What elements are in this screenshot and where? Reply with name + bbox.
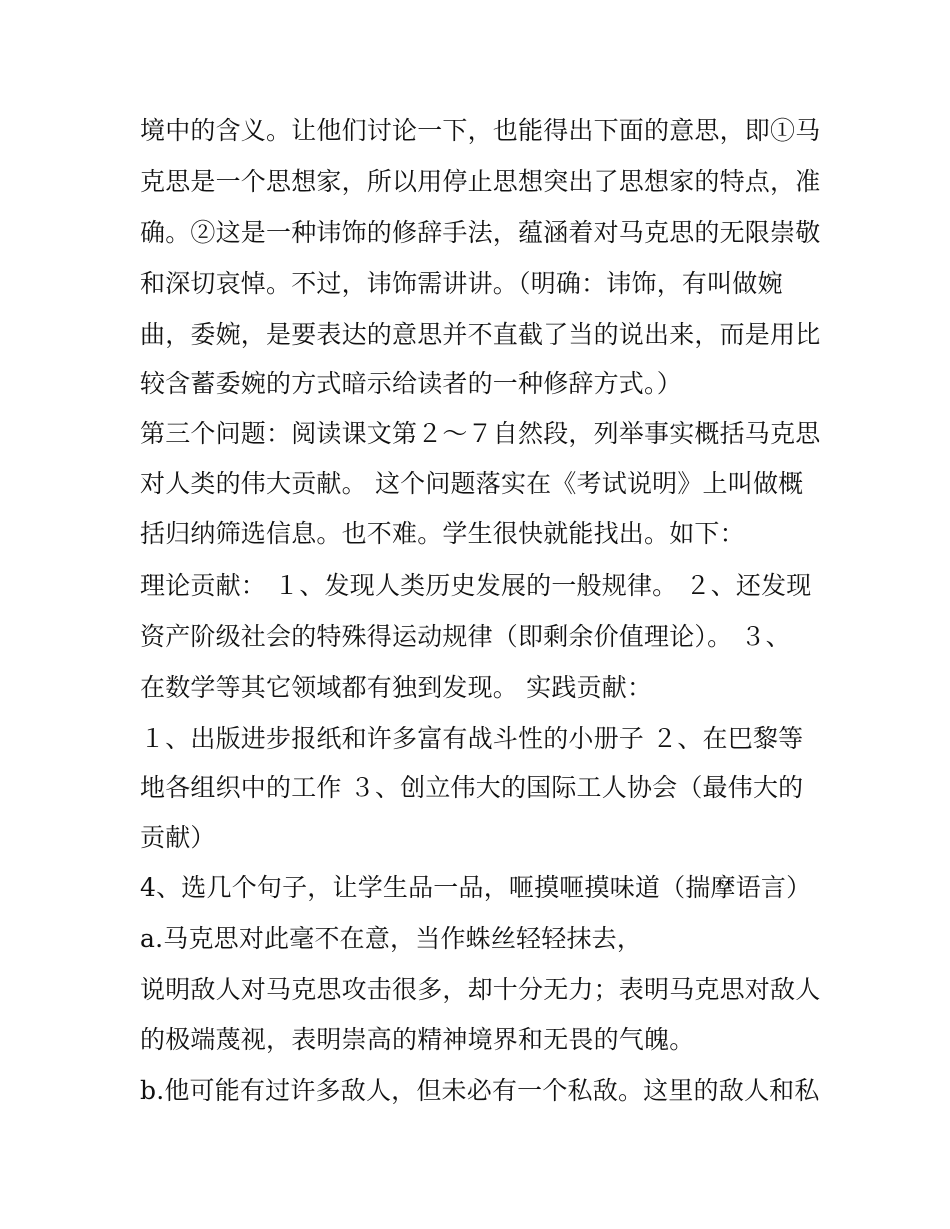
- text-line: 较含蓄委婉的方式暗示给读者的一种修辞方式。）: [140, 369, 682, 398]
- text-line: 对人类的伟大贡献。 这个问题落实在《考试说明》上叫做概: [140, 469, 804, 498]
- text-line: 境中的含义。让他们讨论一下，也能得出下面的意思，即①马: [140, 116, 820, 145]
- text-line: 贡献）: [140, 823, 216, 852]
- text-line: 曲，委婉，是要表达的意思并不直截了当的说出来，而是用比: [140, 320, 820, 349]
- text-line: 在数学等其它领域都有独到发现。 实践贡献：: [140, 673, 653, 702]
- text-line: b.他可能有过许多敌人，但未必有一个私敌。这里的敌人和私: [140, 1076, 820, 1105]
- text-line: １、出版进步报纸和许多富有战斗性的小册子 ２、在巴黎等: [140, 724, 804, 753]
- text-line: 资产阶级社会的特殊得运动规律（即剩余价值理论）。 ３、: [140, 622, 791, 651]
- text-line: 克思是一个思想家，所以用停止思想突出了思想家的特点，准: [140, 167, 820, 196]
- text-line: 4、选几个句子，让学生品一品，咂摸咂摸味道（揣摩语言）: [140, 873, 812, 902]
- text-line: 括归纳筛选信息。也不难。学生很快就能找出。如下：: [140, 519, 745, 548]
- text-line: a.马克思对此毫不在意，当作蛛丝轻轻抹去，: [140, 924, 643, 953]
- text-line: 和深切哀悼。不过，讳饰需讲讲。（明确：讳饰，有叫做婉: [140, 269, 783, 298]
- text-line: 地各组织中的工作 ３、创立伟大的国际工人协会（最伟大的: [140, 773, 804, 802]
- text-line: 的极端蔑视，表明崇高的精神境界和无畏的气魄。: [140, 1025, 695, 1054]
- text-line: 说明敌人对马克思攻击很多，却十分无力；表明马克思对敌人: [140, 975, 820, 1004]
- text-line: 理论贡献： １、发现人类历史发展的一般规律。 ２、还发现: [140, 571, 812, 600]
- text-line: 第三个问题：阅读课文第２～７自然段，列举事实概括马克思: [140, 419, 820, 448]
- text-line: 确。②这是一种讳饰的修辞手法，蕴涵着对马克思的无限崇敬: [140, 218, 820, 247]
